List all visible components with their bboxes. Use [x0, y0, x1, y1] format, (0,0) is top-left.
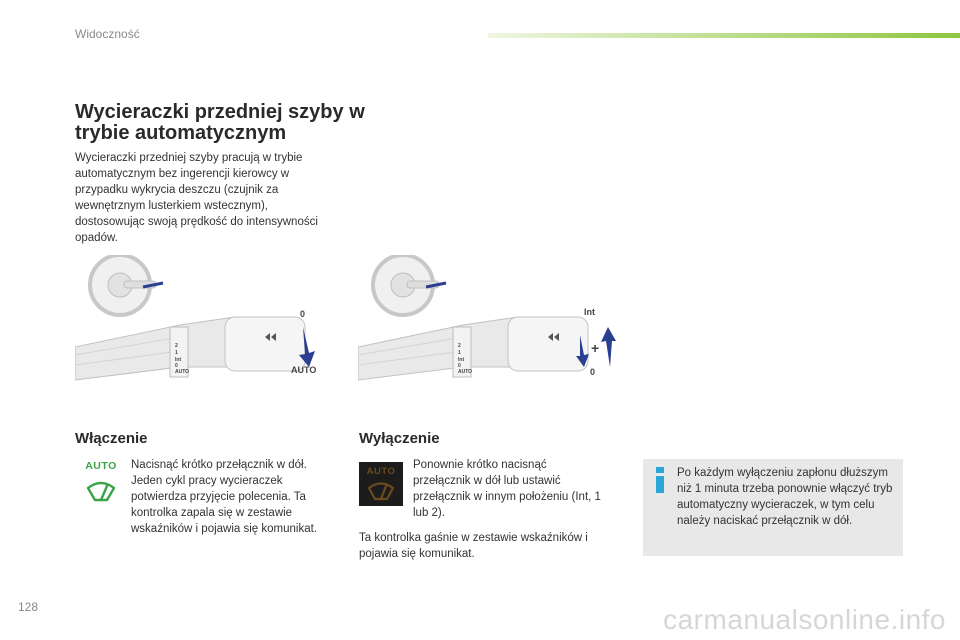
plus-sign: + [591, 340, 600, 356]
auto-indicator-label: AUTO [85, 460, 117, 472]
wiper-icon [366, 478, 396, 502]
stalk-position-0: 0 [175, 363, 178, 369]
position-int-label: Int [584, 307, 595, 317]
stalk-position-1: 1 [175, 350, 178, 356]
page-title: Wycieraczki przedniej szyby w trybie automatycznym [75, 101, 365, 144]
wiper-stalk [75, 317, 305, 380]
wiper-stalk [358, 317, 588, 380]
page-number: 128 [18, 600, 39, 614]
arrow-up-icon [601, 327, 616, 367]
info-box [643, 459, 903, 556]
position-0-label: 0 [300, 309, 306, 319]
intro-paragraph: Wycieraczki przedniej szyby pracują w trybie automatycznym bez ingerencji kierowcy w przypadku wykrycia deszczu (czujnik za wewnętrznym lusterkiem wstecznym), dostosowując swoją prędkość do intensywności opadów. [75, 152, 318, 244]
stalk-position-0: 0 [458, 363, 461, 369]
watermark: carmanualsonline.info [663, 604, 946, 635]
switch-off-text: Ponownie krótko nacisnąć przełącznik w dół lub ustawić przełącznik w innym położeniu (Int, 1 lub 2). [413, 459, 601, 519]
auto-indicator-label: AUTO [366, 466, 396, 477]
wiper-icon [85, 476, 117, 504]
stalk-position-2: 2 [175, 343, 178, 349]
wiper-stalk-illustration-on [75, 255, 335, 395]
switch-off-text-secondary: Ta kontrolka gaśnie w zestawie wskaźników i pojawia się komunikat. [359, 532, 588, 560]
stalk-position-int: Int [458, 357, 465, 363]
stalk-position-auto: AUTO [175, 369, 190, 375]
stalk-position-1: 1 [458, 350, 461, 356]
mode-auto-label: AUTO [291, 365, 317, 375]
stalk-position-auto: AUTO [458, 369, 473, 375]
header-accent-bar [488, 33, 960, 38]
wiper-stalk-illustration-off [358, 255, 618, 395]
position-0-label: 0 [590, 367, 596, 377]
section-label: Widoczność [75, 27, 140, 41]
switch-off-heading: Wyłączenie [359, 430, 440, 447]
auto-indicator-on [80, 460, 122, 506]
auto-indicator-off [359, 462, 403, 506]
info-icon [653, 467, 667, 493]
switch-on-text: Nacisnąć krótko przełącznik w dół. Jeden cykl pracy wycieraczek potwierdza przyjęcie polecenia. Ta kontrolka zapala się w zestawie wskaźników i pojawia się komunikat. [131, 459, 317, 535]
stalk-position-int: Int [175, 357, 182, 363]
steering-wheel-icon [90, 255, 163, 315]
info-text: Po każdym wyłączeniu zapłonu dłuższym niż 1 minuta trzeba ponownie włączyć tryb automatyczny wycieraczek, w tym celu należy naciskać przełącznik w dół. [677, 467, 893, 527]
stalk-position-2: 2 [458, 343, 461, 349]
switch-on-heading: Włączenie [75, 430, 148, 447]
steering-wheel-icon [373, 255, 446, 315]
